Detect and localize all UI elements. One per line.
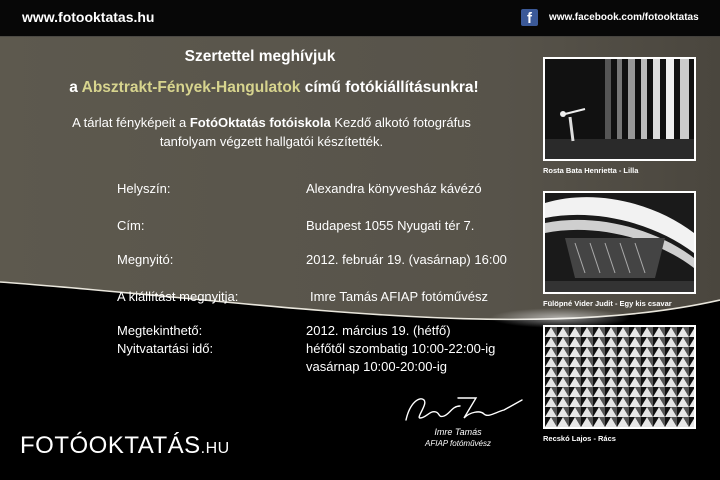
site-url-link[interactable]: www.fotooktatas.hu	[22, 9, 155, 25]
title-prefix: a	[69, 79, 82, 96]
intro-suffix: Kezdő alkotó fotográfus	[330, 115, 471, 130]
hours-sunday-value: vasárnap 10:00-20:00-ig	[306, 359, 447, 374]
venue-label: Helyszín:	[117, 181, 171, 196]
photo-egy-kis-csavar	[543, 191, 696, 294]
opener-label: A kiállítást megnyitja:	[117, 289, 239, 304]
intro-line-2: tanfolyam végzett hallgatói készítették.	[159, 134, 384, 149]
facebook-url-link[interactable]: www.facebook.com/fotooktatas	[549, 12, 699, 23]
hours-label: Nyitvatartási idő:	[117, 341, 214, 356]
top-bar	[0, 0, 720, 36]
intro-prefix: A tárlat fényképeit a	[72, 115, 190, 130]
signature-graphic	[400, 392, 530, 426]
exhibition-title: Absztrakt-Fények-Hangulatok	[81, 79, 301, 96]
hours-weekday-value: héfőtől szombatig 10:00-22:00-ig	[306, 341, 496, 356]
photo-caption-1: Rosta Bata Henrietta - Lilla	[543, 166, 639, 175]
address-value: Budapest 1055 Nyugati tér 7.	[306, 218, 475, 233]
venue-value: Alexandra könyvesház kávézó	[306, 181, 482, 196]
photo-caption-2: Fülöpné Vider Judit - Egy kis csavar	[543, 299, 672, 308]
signature-title: AFIAP fotóművész	[425, 439, 491, 448]
opening-value: 2012. február 19. (vasárnap) 16:00	[306, 252, 507, 267]
logo-suffix: .HU	[200, 440, 230, 457]
school-name: FotóOktatás fotóiskola	[189, 115, 331, 130]
invitation-heading: Szertettel meghívjuk	[184, 48, 336, 65]
fotooktatas-logo	[20, 432, 230, 460]
intro-line-1	[0, 115, 543, 130]
exhibition-title-line	[0, 79, 548, 97]
signature-name: Imre Tamás	[434, 427, 482, 437]
address-label: Cím:	[117, 218, 145, 233]
photo-lilla	[543, 57, 696, 161]
opening-label: Megnyitó:	[117, 252, 174, 267]
title-suffix: című fotókiállításunkra!	[300, 79, 479, 96]
logo-main: FOTÓOKTATÁS	[20, 432, 201, 459]
opener-value: Imre Tamás AFIAP fotóművész	[310, 289, 488, 304]
photo-racs	[543, 325, 696, 429]
photo-caption-3: Recskó Lajos - Rács	[543, 434, 616, 443]
viewable-label: Megtekinthető:	[117, 323, 203, 338]
facebook-icon[interactable]: f	[521, 9, 538, 26]
viewable-value: 2012. március 19. (hétfő)	[306, 323, 451, 338]
